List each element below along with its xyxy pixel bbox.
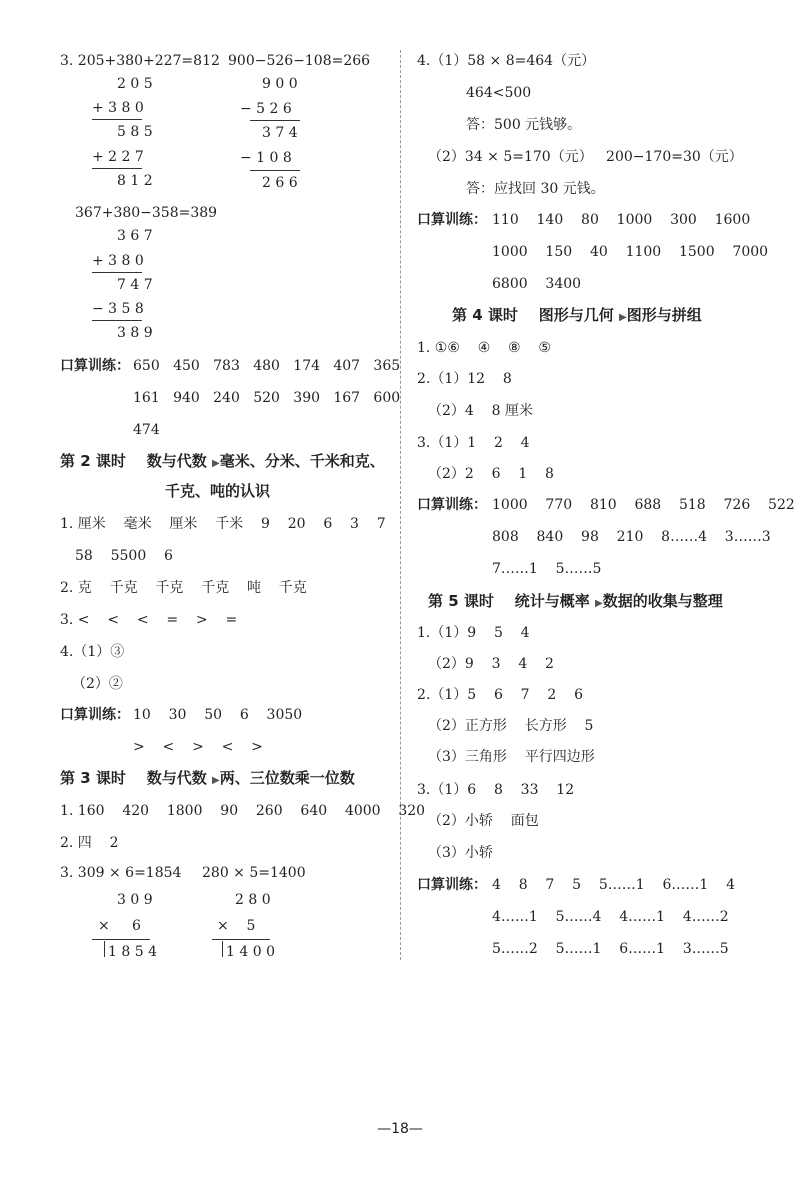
answer-line: 1. ①⑥ ④ ⑧ ⑤ [417, 340, 551, 356]
column-divider [400, 50, 401, 960]
triangle-right-icon: ▶ [595, 598, 603, 609]
vcalc2-line-5: 2 6 6 [262, 175, 298, 191]
vcalc2-line-3: 3 7 4 [262, 125, 298, 141]
answer-line: （3）三角形 平行四边形 [428, 749, 595, 765]
oral-training-row: 650 450 783 480 174 407 365 [133, 358, 401, 374]
oral-training-label: 口算训练： [60, 358, 130, 374]
lesson-2-title-cont: 千克、吨的认识 [165, 482, 271, 500]
equation-2: 900−526−108=266 [228, 53, 371, 69]
oral-training-row: 4 8 7 5 5……1 6……1 4 [492, 877, 735, 893]
answer-line: 3. 309 × 6=1854 [60, 865, 182, 881]
answer-line: （2）34 × 5=170（元） 200−170=30（元） [428, 149, 743, 165]
answer-line: 4.（1）③ [60, 644, 125, 660]
vcalc3-line-3: 7 4 7 [117, 277, 153, 293]
answer-line: 3. < < < = > = [60, 612, 238, 628]
answer-line: （3）小轿 [428, 845, 493, 861]
answer-line: 答：应找回 30 元钱。 [466, 181, 605, 197]
vmul2-rule [212, 939, 270, 940]
vcalc2-line-4: − 1 0 8 [240, 150, 292, 166]
oral-training-row: 10 30 50 6 3050 [133, 707, 303, 723]
oral-training-row: 1000 770 810 688 518 726 522 [492, 497, 795, 513]
oral-training-row: 5……2 5……1 6……1 3……5 [492, 941, 729, 957]
vcalc1-line-4: + 2 2 7 [92, 149, 144, 165]
answer-line: 答：500 元钱够。 [466, 117, 582, 133]
answer-line: （2）正方形 长方形 5 [428, 718, 594, 734]
vmul1-mark [104, 941, 105, 957]
answer-line: 3.（1）6 8 33 12 [417, 782, 575, 798]
oral-training-label: 口算训练： [417, 497, 487, 513]
oral-training-row: 7……1 5……5 [492, 561, 602, 577]
lesson-5-title: 第 5 课时 统计与概率 ▶数据的收集与整理 [428, 592, 723, 610]
vcalc2-rule-1 [250, 120, 300, 121]
triangle-right-icon: ▶ [619, 312, 627, 323]
answer-line: （2）② [72, 676, 123, 692]
answer-line: 2. 克 千克 千克 千克 吨 千克 [60, 580, 307, 596]
vmul1-line-3: 1 8 5 4 [108, 944, 157, 960]
oral-training-row: 808 840 98 210 8……4 3……3 [492, 529, 771, 545]
triangle-right-icon: ▶ [212, 775, 220, 786]
vcalc2-line-2: − 5 2 6 [240, 101, 292, 117]
answer-line: （2）9 3 4 2 [428, 656, 554, 672]
answer-line: （2）2 6 1 8 [428, 466, 554, 482]
vcalc3-rule-1 [92, 272, 142, 273]
vmul1-line-2: × 6 [98, 918, 141, 934]
oral-training-label: 口算训练： [60, 707, 130, 723]
equation-3: 367+380−358=389 [75, 205, 218, 221]
answer-line: 280 × 5=1400 [202, 865, 306, 881]
vcalc1-rule-2 [92, 168, 142, 169]
answer-line: 1.（1）9 5 4 [417, 625, 530, 641]
vcalc1-line-3: 5 8 5 [117, 124, 153, 140]
vcalc1-line-2: + 3 8 0 [92, 100, 144, 116]
answer-line: 3.（1）1 2 4 [417, 435, 530, 451]
vcalc3-line-4: − 3 5 8 [92, 301, 144, 317]
vcalc3-line-2: + 3 8 0 [92, 253, 144, 269]
vcalc1-line-5: 8 1 2 [117, 173, 153, 189]
vmul2-line-1: 2 8 0 [235, 892, 271, 908]
vmul1-rule [92, 939, 150, 940]
answer-line: 2. 四 2 [60, 835, 119, 851]
vcalc3-rule-2 [92, 320, 142, 321]
answer-line: 2.（1）5 6 7 2 6 [417, 687, 584, 703]
vcalc2-rule-2 [250, 170, 300, 171]
vcalc1-rule-1 [92, 119, 142, 120]
oral-training-label: 口算训练： [417, 212, 487, 228]
vmul2-line-2: × 5 [217, 918, 256, 934]
answer-line: （2）小轿 面包 [428, 813, 539, 829]
answer-line: 58 5500 6 [75, 548, 173, 564]
vcalc1-line-1: 2 0 5 [117, 76, 153, 92]
triangle-right-icon: ▶ [212, 458, 220, 469]
lesson-3-title: 第 3 课时 数与代数 ▶两、三位数乘一位数 [60, 769, 355, 787]
page-number: —18— [377, 1121, 423, 1137]
oral-training-row: 6800 3400 [492, 276, 582, 292]
oral-training-row: 161 940 240 520 390 167 600 [133, 390, 401, 406]
vmul2-mark [222, 941, 223, 957]
vcalc3-line-1: 3 6 7 [117, 228, 153, 244]
oral-training-label: 口算训练： [417, 877, 487, 893]
answer-line: 1. 160 420 1800 90 260 640 4000 320 [60, 803, 426, 819]
oral-training-row: 1000 150 40 1100 1500 7000 [492, 244, 769, 260]
answer-line: 464<500 [466, 85, 532, 101]
answer-line: 1. 厘米 毫米 厘米 千米 9 20 6 3 7 [60, 516, 386, 532]
answer-line: （2）4 8 厘米 [428, 403, 533, 419]
lesson-4-title: 第 4 课时 图形与几何 ▶图形与拼组 [452, 306, 702, 324]
vmul1-line-1: 3 0 9 [117, 892, 153, 908]
equation-1: 3. 205+380+227=812 [60, 53, 220, 69]
oral-training-row: 474 [133, 422, 160, 438]
answer-line: 4.（1）58 × 8=464（元） [417, 53, 596, 69]
oral-training-row: > < > < > [133, 739, 263, 755]
oral-training-row: 110 140 80 1000 300 1600 [492, 212, 751, 228]
oral-training-row: 4……1 5……4 4……1 4……2 [492, 909, 729, 925]
lesson-2-title: 第 2 课时 数与代数 ▶毫米、分米、千米和克、 [60, 452, 385, 470]
vcalc3-line-5: 3 8 9 [117, 325, 153, 341]
vmul2-line-3: 1 4 0 0 [226, 944, 275, 960]
vcalc2-line-1: 9 0 0 [262, 76, 298, 92]
answer-line: 2.（1）12 8 [417, 371, 512, 387]
